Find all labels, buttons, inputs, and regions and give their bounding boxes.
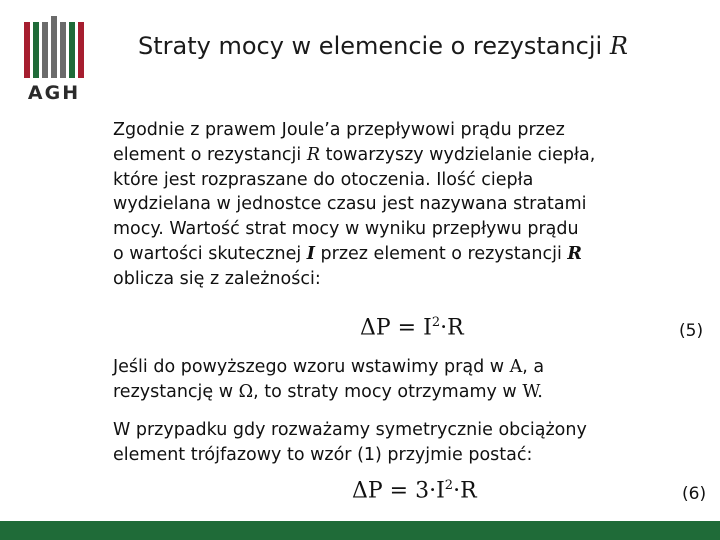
- equation-number-6: (6): [682, 484, 707, 504]
- paragraph-line: mocy. Wartość strat mocy w wyniku przepływu prądu: [113, 219, 579, 240]
- title-variable: R: [609, 32, 628, 60]
- page-title: [138, 32, 718, 60]
- paragraph-line: element trójfazowy to wzór (1) przyjmie postać:: [113, 444, 533, 465]
- logo-text: AGH: [27, 82, 81, 104]
- text-fragment: przez element o rezystancji: [320, 243, 562, 264]
- formula-5: [360, 315, 464, 340]
- footer-bar: [0, 521, 720, 540]
- paragraph-units: [113, 355, 713, 405]
- text-fragment: , to straty mocy otrzymamy w: [253, 381, 517, 402]
- paragraph-line: oblicza się z zależności:: [113, 268, 321, 289]
- title-text: Straty mocy w elemencie o rezystancji: [138, 32, 603, 60]
- text-fragment: element o rezystancji: [113, 144, 302, 165]
- formula-lhs: ΔP = 3·I: [352, 478, 445, 504]
- variable-r: R: [306, 144, 321, 165]
- formula-6: [352, 478, 477, 503]
- paragraph-line: wydzielana w jednostce czasu jest nazywana stratami: [113, 194, 587, 215]
- paragraph-line: [113, 143, 713, 168]
- formula-exponent: 2: [444, 478, 454, 493]
- variable-i: I: [306, 243, 315, 264]
- variable-r: R: [567, 243, 582, 264]
- text-fragment: towarzyszy wydzielanie ciepła,: [325, 144, 596, 165]
- paragraph-line: [113, 380, 713, 405]
- paragraph-line: W przypadku gdy rozważamy symetrycznie obciążony: [113, 420, 587, 440]
- unit-ampere: A: [509, 357, 523, 377]
- unit-watt: W.: [522, 381, 543, 402]
- text-fragment: o wartości skutecznej: [113, 243, 302, 264]
- agh-logo: [14, 12, 94, 108]
- paragraph-line: Zgodnie z prawem Joule’a przepływowi prądu przez: [113, 120, 565, 140]
- text-fragment: , a: [522, 357, 545, 377]
- paragraph-line: [113, 242, 713, 267]
- paragraph-line: które jest rozpraszane do otoczenia. Ilość ciepła: [113, 169, 534, 190]
- unit-ohm: Ω: [238, 381, 254, 402]
- equation-number-5: (5): [679, 321, 704, 341]
- text-fragment: rezystancję w: [113, 381, 234, 402]
- formula-lhs: ΔP = I: [360, 315, 432, 341]
- formula-exponent: 2: [431, 315, 441, 330]
- text-fragment: Jeśli do powyższego wzoru wstawimy prąd w: [113, 357, 505, 377]
- formula-rhs: ·R: [440, 315, 464, 341]
- paragraph-line: [113, 355, 713, 380]
- paragraph-joule-law: [113, 118, 713, 292]
- formula-rhs: ·R: [453, 478, 477, 504]
- paragraph-three-phase: [113, 418, 713, 468]
- agh-logo-bars-icon: [24, 14, 86, 78]
